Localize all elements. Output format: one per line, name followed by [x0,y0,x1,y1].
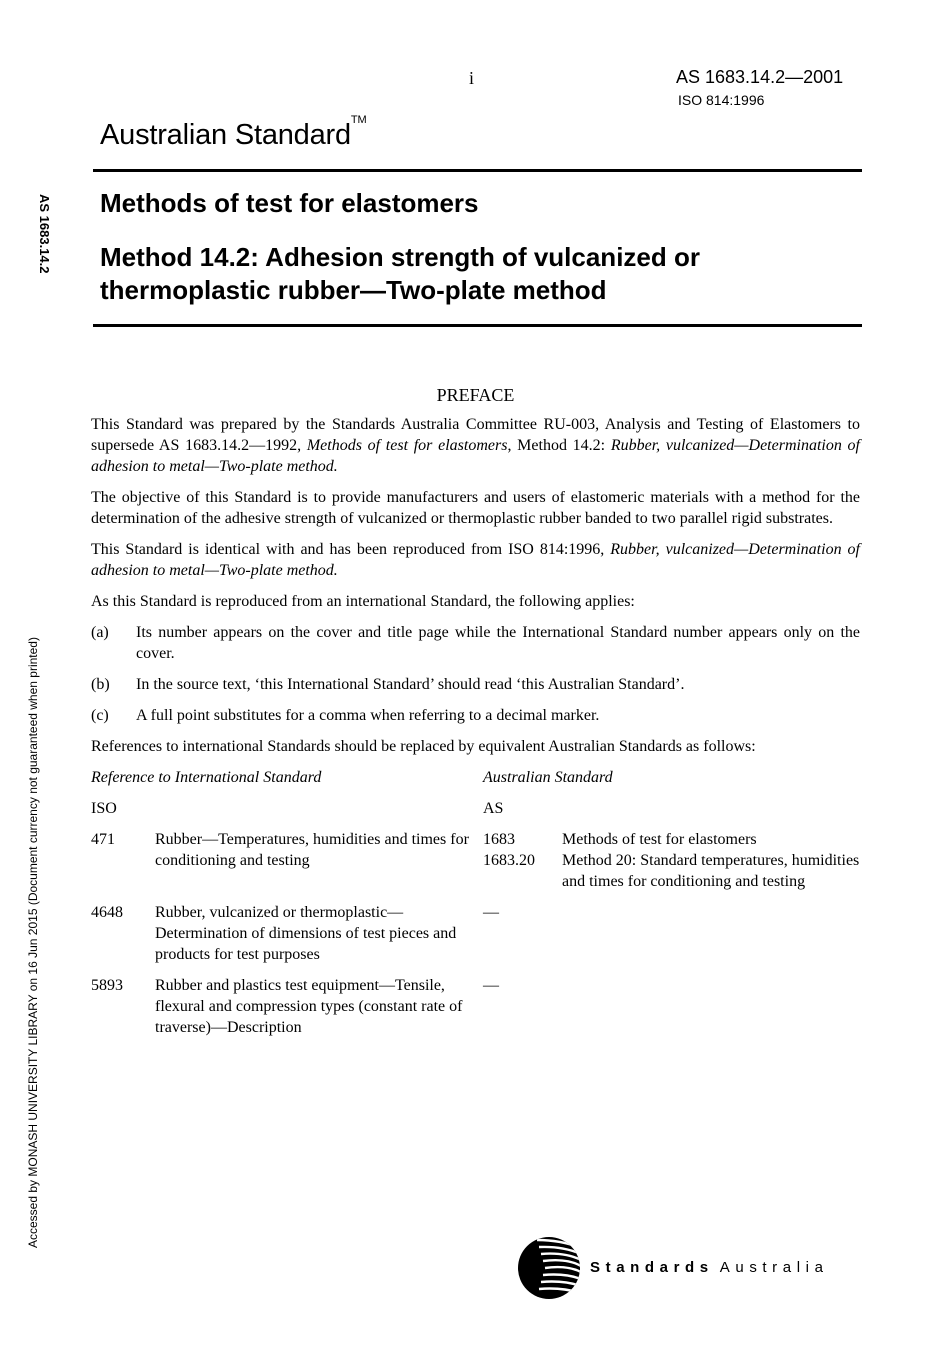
preface-paragraph-1 [91,414,860,477]
preface-content [91,385,860,1048]
list-item [91,705,860,726]
method-title-line-2: thermoplastic rubber—Two-plate method [100,275,607,305]
side-access-note: Accessed by MONASH UNIVERSITY LIBRARY on 16 Jun 2015 (Document currency not guaranteed when printed) [26,637,40,1248]
reference-iso-number: 471 [91,831,115,848]
method-title [100,241,860,307]
reference-row [91,829,860,892]
wordmark-regular: Australia [719,1259,829,1276]
method-title-line-1: Method 14.2: Adhesion strength of vulcanized or [100,242,700,272]
standards-australia-logo-icon [517,1236,581,1300]
reference-as-number: 1683 1683.20 [483,831,535,869]
wordmark-bold: Standards [590,1259,714,1276]
preface-paragraph-3 [91,539,860,581]
side-standard-code: AS 1683.14.2 [37,194,52,274]
iso-number: ISO 814:1996 [678,92,765,108]
p1-text-c: , Method 14.2: [507,437,611,454]
p1-text-b: Methods of test for elastomers [306,437,508,454]
trademark-mark: TM [350,114,367,126]
australian-standard-header: Australian Standard [483,769,613,786]
reference-iso-title: Rubber, vulcanized or thermoplastic—Determination of dimensions of test pieces and products for test purposes [155,904,457,963]
reference-as-number: — [483,977,499,994]
list-item-label: (a) [91,624,109,641]
document-title: Methods of test for elastomers [100,188,479,218]
brand-title [100,114,367,152]
p3-text-b: Rubber, vulcanized—Determination of adhesion to metal—Two-plate method. [91,541,860,579]
reference-header-row [91,767,860,788]
brand-title-text: Australian Standard [100,119,351,151]
list-item-text: In the source text, ‘this International Standard’ should read ‘this Australian Standard’. [136,676,685,693]
preface-paragraph-5: References to international Standards should be replaced by equivalent Australian Standards as follows: [91,738,756,755]
reference-iso-number: 4648 [91,904,123,921]
standards-australia-wordmark [590,1259,829,1276]
top-rule [93,169,862,172]
reference-as-number: — [483,904,499,921]
reference-as-title [562,902,860,965]
p3-text-a: This Standard is identical with and has been reproduced from ISO 814:1996, [91,541,611,558]
reference-row [91,902,860,965]
reference-as-title [562,975,860,1038]
reference-iso-title: Rubber and plastics test equipment—Tensile, flexural and compression types (constant rate of traverse)—Description [155,977,463,1036]
reference-iso-number: 5893 [91,977,123,994]
iso-label: ISO [91,800,117,817]
preface-heading: PREFACE [436,385,515,405]
as-label: AS [483,800,504,817]
list-item-text: A full point substitutes for a comma when referring to a decimal marker. [136,707,600,724]
preface-paragraph-2: The objective of this Standard is to provide manufacturers and users of elastomeric materials with a method for the determination of the adhesive strength of vulcanized or thermoplastic rubber banded to two parallel rigid substrates. [91,489,860,527]
reference-as-title: Methods of test for elastomers Method 20: Standard temperatures, humidities and times for conditioning and testing [562,831,860,890]
list-item [91,674,860,695]
reference-label-row [91,798,860,819]
page-number: i [469,68,475,88]
preface-paragraph-4: As this Standard is reproduced from an international Standard, the following applies: [91,593,635,610]
reference-iso-title: Rubber—Temperatures, humidities and times for conditioning and testing [155,831,469,869]
international-standard-header: Reference to International Standard [91,769,322,786]
standard-number: AS 1683.14.2—2001 [676,67,844,87]
p1-text-d: Rubber, vulcanized—Determination of adhesion to metal—Two-plate method. [91,437,861,475]
list-item [91,622,860,664]
p1-text-a: This Standard was prepared by the Standards Australia Committee RU-003, Analysis and Testing of Elastomers to supersede AS 1683.14.2—1992, [91,416,860,454]
bottom-rule [93,324,862,327]
list-item-label: (b) [91,676,110,693]
list-item-text: Its number appears on the cover and title page while the International Standard number appears only on the cover. [136,624,860,662]
reference-row [91,975,860,1038]
list-item-label: (c) [91,707,109,724]
